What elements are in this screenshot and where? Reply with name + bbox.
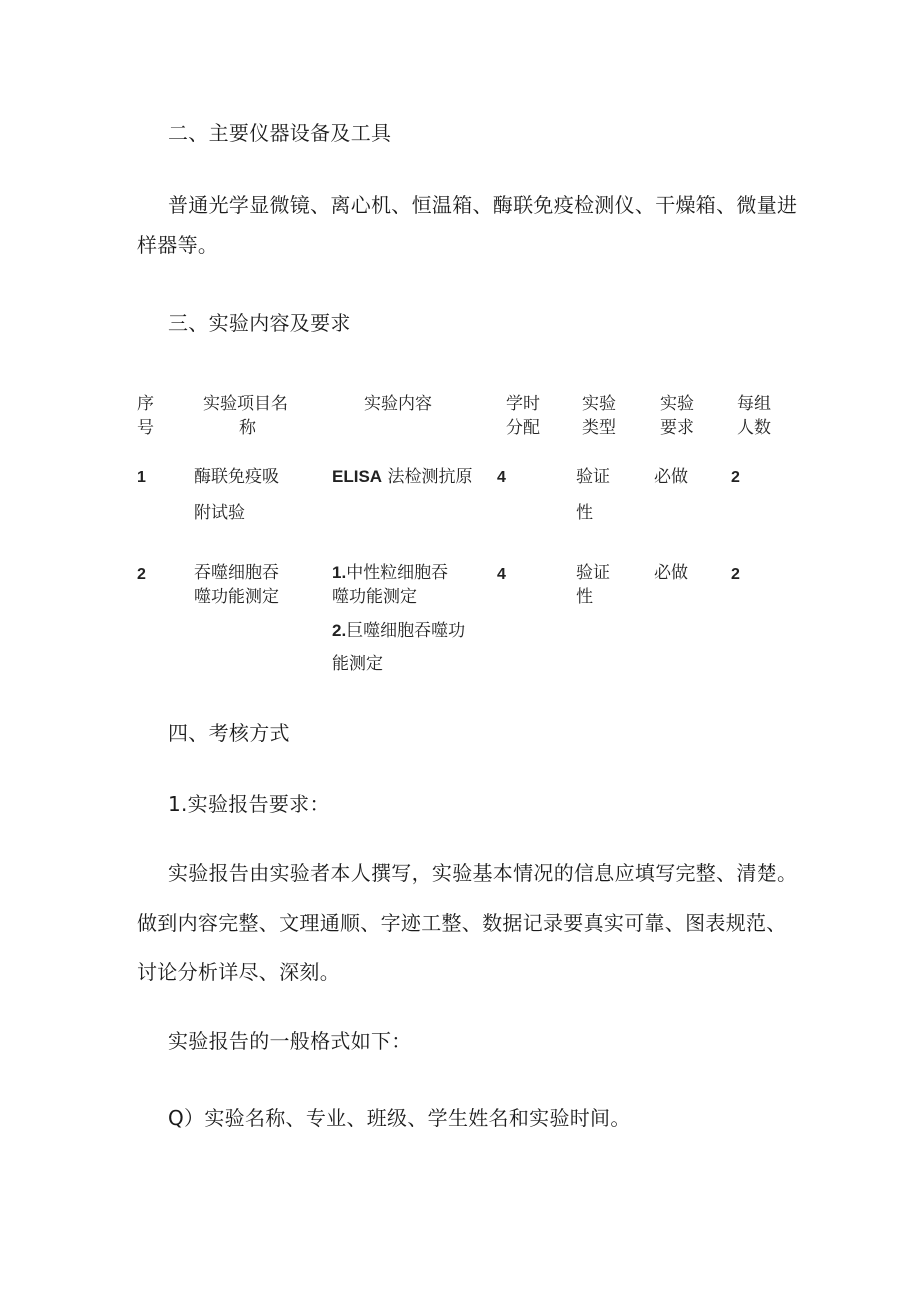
header-hours-line1: 学时 xyxy=(506,394,540,414)
row2-content-item1-line1 xyxy=(332,562,448,584)
row2-type-line1: 验证 xyxy=(576,563,610,583)
header-seq-line1: 序 xyxy=(137,394,154,414)
row2-seq: 2 xyxy=(137,566,146,583)
row1-type-line2: 性 xyxy=(576,503,593,523)
row2-name-line2: 噬功能测定 xyxy=(194,587,279,607)
row2-name-line1: 吞噬细胞吞 xyxy=(194,563,279,583)
row1-content xyxy=(332,466,472,488)
row2-content-item1-number: 1. xyxy=(332,563,347,582)
header-name-line2: 称 xyxy=(239,418,256,438)
row2-content-item2-text: 巨噬细胞吞噬功 xyxy=(346,621,466,641)
section-heading-equipment: 二、主要仪器设备及工具 xyxy=(168,121,392,145)
header-req-line2: 要求 xyxy=(660,418,694,438)
row2-content-item2-line1 xyxy=(332,620,465,642)
header-hours-line2: 分配 xyxy=(506,418,540,438)
row1-req: 必做 xyxy=(654,467,688,487)
report-format-item-1: Q）实验名称、专业、班级、学生姓名和实验时间。 xyxy=(168,1106,631,1130)
row1-seq: 1 xyxy=(137,469,146,486)
row1-name-line2: 附试验 xyxy=(194,503,245,523)
row1-content-prefix: ELISA xyxy=(332,467,383,486)
row2-hours: 4 xyxy=(497,566,506,583)
row2-content-item1-line2: 噬功能测定 xyxy=(332,587,417,607)
header-content: 实验内容 xyxy=(364,394,432,414)
header-seq-line2: 号 xyxy=(137,418,154,438)
equipment-text-line-2: 样器等。 xyxy=(137,233,219,257)
header-req-line1: 实验 xyxy=(660,394,694,414)
row2-type-line2: 性 xyxy=(576,587,593,607)
section-heading-assessment: 四、考核方式 xyxy=(168,721,290,745)
row1-name-line1: 酶联免疫吸 xyxy=(194,467,279,487)
header-people-line2: 人数 xyxy=(737,418,771,438)
header-type-line2: 类型 xyxy=(582,418,616,438)
section-heading-content: 三、实验内容及要求 xyxy=(168,311,351,335)
header-type-line1: 实验 xyxy=(582,394,616,414)
row1-content-rest: 法检测抗原 xyxy=(382,467,473,487)
report-paragraph-line-2: 做到内容完整、文理通顺、字迹工整、数据记录要真实可靠、图表规范、 xyxy=(137,911,787,935)
row2-people: 2 xyxy=(731,566,740,583)
row2-req: 必做 xyxy=(654,563,688,583)
report-format-intro: 实验报告的一般格式如下： xyxy=(168,1029,412,1053)
row1-hours: 4 xyxy=(497,469,506,486)
row1-type-line1: 验证 xyxy=(576,467,610,487)
row2-content-item2-line2: 能测定 xyxy=(332,654,383,674)
equipment-text-line-1: 普通光学显微镜、离心机、恒温箱、酶联免疫检测仪、干燥箱、微量进 xyxy=(168,193,798,217)
header-name-line1: 实验项目名 xyxy=(203,394,288,414)
row2-content-item1-text: 中性粒细胞吞 xyxy=(346,563,449,583)
report-paragraph-line-1: 实验报告由实验者本人撰写，实验基本情况的信息应填写完整、清楚。 xyxy=(168,861,798,885)
header-people-line1: 每组 xyxy=(737,394,771,414)
row1-people: 2 xyxy=(731,469,740,486)
row2-content-item2-number: 2. xyxy=(332,621,347,640)
report-paragraph-line-3: 讨论分析详尽、深刻。 xyxy=(137,960,340,984)
subheading-report-requirements: 1.实验报告要求： xyxy=(168,792,330,816)
